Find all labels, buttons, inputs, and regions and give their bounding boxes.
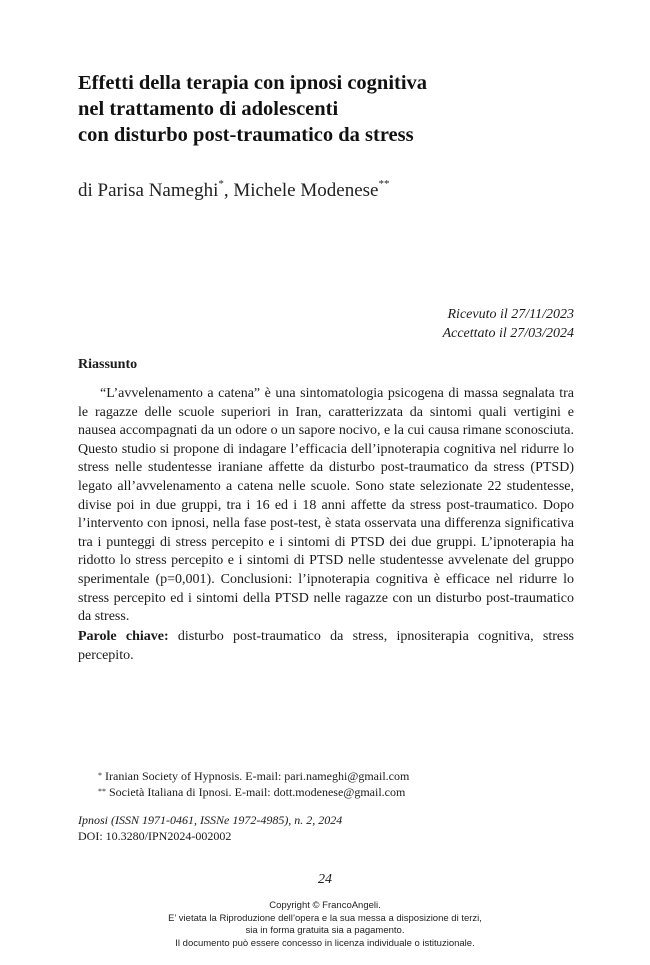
footnote-mark: ** xyxy=(378,178,390,190)
title-line: Effetti della terapia con ipnosi cognitiva xyxy=(78,72,428,94)
copyright-line: sia in forma gratuita sia a pagamento. xyxy=(245,925,405,936)
keywords-paragraph xyxy=(78,628,574,665)
submission-dates xyxy=(443,305,574,343)
author-prefix: di xyxy=(78,180,98,201)
keywords-label: Parole chiave: xyxy=(78,629,169,644)
footnote-mark: * xyxy=(98,771,102,780)
footnote-text: Società Italiana di Ipnosi. E-mail: dott.modenese@gmail.com xyxy=(106,785,406,799)
author-name: Michele Modenese xyxy=(233,180,379,201)
page-number: 24 xyxy=(318,872,332,887)
journal-citation: Ipnosi (ISSN 1971-0461, ISSNe 1972-4985), n. 2, 2024 xyxy=(78,813,343,827)
footnote-text: Iranian Society of Hypnosis. E-mail: pari.nameghi@gmail.com xyxy=(102,769,410,783)
author-line xyxy=(78,180,389,202)
footnote xyxy=(98,784,598,800)
accepted-date: Accettato il 27/03/2024 xyxy=(442,326,574,341)
title-line: con disturbo post-traumatico da stress xyxy=(78,124,414,146)
footnotes xyxy=(78,768,598,800)
copyright-line: Copyright © FrancoAngeli. xyxy=(269,900,381,911)
title-line: nel trattamento di adolescenti xyxy=(78,98,339,120)
abstract-paragraph: “L’avvelenamento a catena” è una sintomatologia psicogena di massa segnalata tra le ragazze delle scuole superiori in Iran, caratterizzata da sintomi quali vertigini e nausea accompagnati da un odore o un sapore nocivo, e la cui causa rimane sconosciuta. Questo studio si propone di indagare l’efficacia dell’ipnoterapia cognitiva nel ridurre lo stress nelle studentesse iraniane affette da disturbo post-traumatico da stress (PTSD) legato all’avvelenamento a catena nelle scuole. Sono state selezionate 22 studentesse, divise poi in due gruppi, tra i 16 ed i 18 anni affette da stress post-traumatico. Dopo l’intervento con ipnosi, nella fase post-test, è stata osservata una differenza significativa tra i punteggi di stress percepito e i sintomi di PTSD dei due gruppi. L’ipnoterapia ha ridotto lo stress percepito e i sintomi di PTSD nelle studentesse avvelenate del gruppo sperimentale (p=0,001). Conclusioni: l’ipnoterapia cognitiva è efficace nel ridurre lo stress percepito ed i sintomi della PTSD nelle ragazze con un disturbo post-traumatico da stress. xyxy=(78,386,574,625)
author-separator: , xyxy=(223,180,234,201)
article-title xyxy=(78,70,598,148)
footnote-mark: * xyxy=(218,178,224,190)
copyright-notice xyxy=(0,900,650,950)
doi: DOI: 10.3280/IPN2024-002002 xyxy=(78,829,232,843)
abstract-heading: Riassunto xyxy=(78,357,138,372)
copyright-line: Il documento può essere concesso in licenza individuale o istituzionale. xyxy=(175,937,475,949)
footnote xyxy=(98,768,598,784)
received-date: Ricevuto il 27/11/2023 xyxy=(447,307,574,322)
keywords-text: disturbo post-traumatico da stress, ipnositerapia cognitiva, stress percepito. xyxy=(78,629,574,663)
journal-info xyxy=(78,812,342,844)
copyright-line: E’ vietata la Riproduzione dell’opera e la sua messa a disposizione di terzi, xyxy=(168,912,482,924)
footnote-mark: ** xyxy=(98,787,106,796)
author-name: Parisa Nameghi xyxy=(97,180,219,201)
